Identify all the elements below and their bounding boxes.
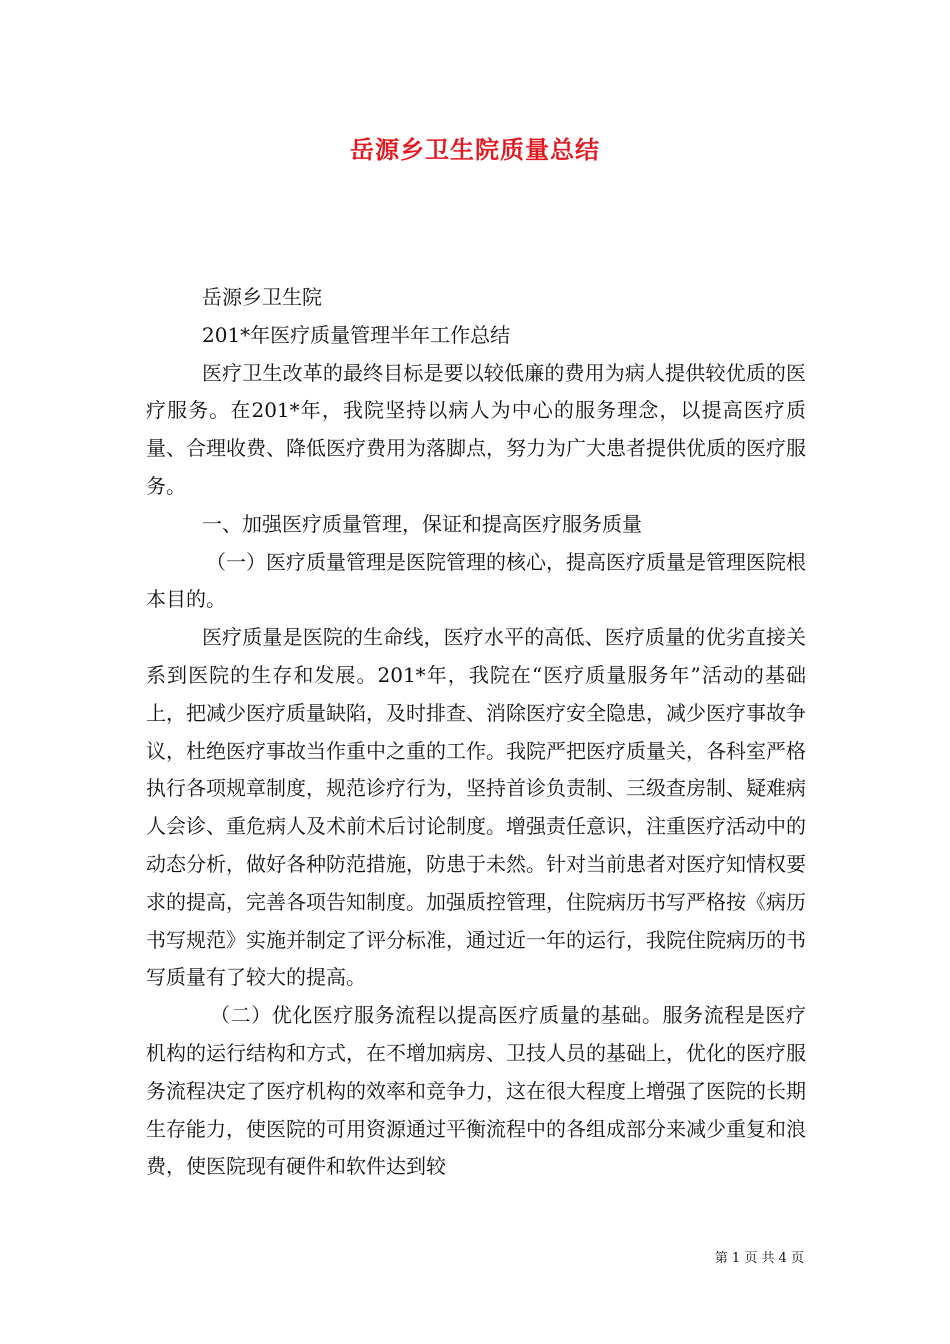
subsection-paragraph-2: （二）优化医疗服务流程以提高医疗质量的基础。服务流程是医疗机构的运行结构和方式，在不增加病房、卫技人员的基础上，优化的医疗服务流程决定了医疗机构的效率和竞争力，这在很大程度上增强了医院的长期生存能力，使医院的可用资源通过平衡流程中的各组成部分来减少重复和浪费，使医院现有硬件和软件达到较: [146, 1003, 806, 1179]
document-title: 岳源乡卫生院质量总结: [350, 135, 600, 164]
subsection-heading-1: （一）医疗质量管理是医院管理的核心，提高医疗质量是管理医院根本目的。: [146, 549, 806, 612]
page-number-footer: 第 1 页 共 4 页: [714, 1251, 804, 1266]
body-paragraph-2: 201*年医疗质量管理半年工作总结: [202, 322, 511, 347]
section-heading-1: 一、加强医疗质量管理，保证和提高医疗服务质量: [202, 511, 642, 536]
body-paragraph-4: 医疗质量是医院的生命线，医疗水平的高低、医疗质量的优劣直接关系到医院的生存和发展。201*年，我院在“医疗质量服务年”活动的基础上，把减少医疗质量缺陷，及时排查、消除医疗安全隐患，减少医疗事故争议，杜绝医疗事故当作重中之重的工作。我院严把医疗质量关，各科室严格执行各项规章制度，规范诊疗行为，坚持首诊负责制、三级查房制、疑难病人会诊、重危病人及术前术后讨论制度。增强责任意识，注重医疗活动中的动态分析，做好各种防范措施，防患于未然。针对当前患者对医疗知情权要求的提高，完善各项告知制度。加强质控管理，住院病历书写严格按《病历书写规范》实施并制定了评分标准，通过近一年的运行，我院住院病历的书写质量有了较大的提高。: [146, 625, 806, 990]
body-paragraph-1: 岳源乡卫生院: [202, 285, 322, 309]
document-body: [146, 279, 806, 1186]
body-paragraph-3: 医疗卫生改革的最终目标是要以较低廉的费用为病人提供较优质的医疗服务。在201*年，我院坚持以病人为中心的服务理念，以提高医疗质量、合理收费、降低医疗费用为落脚点，努力为广大患者提供优质的医疗服务。: [146, 360, 806, 498]
